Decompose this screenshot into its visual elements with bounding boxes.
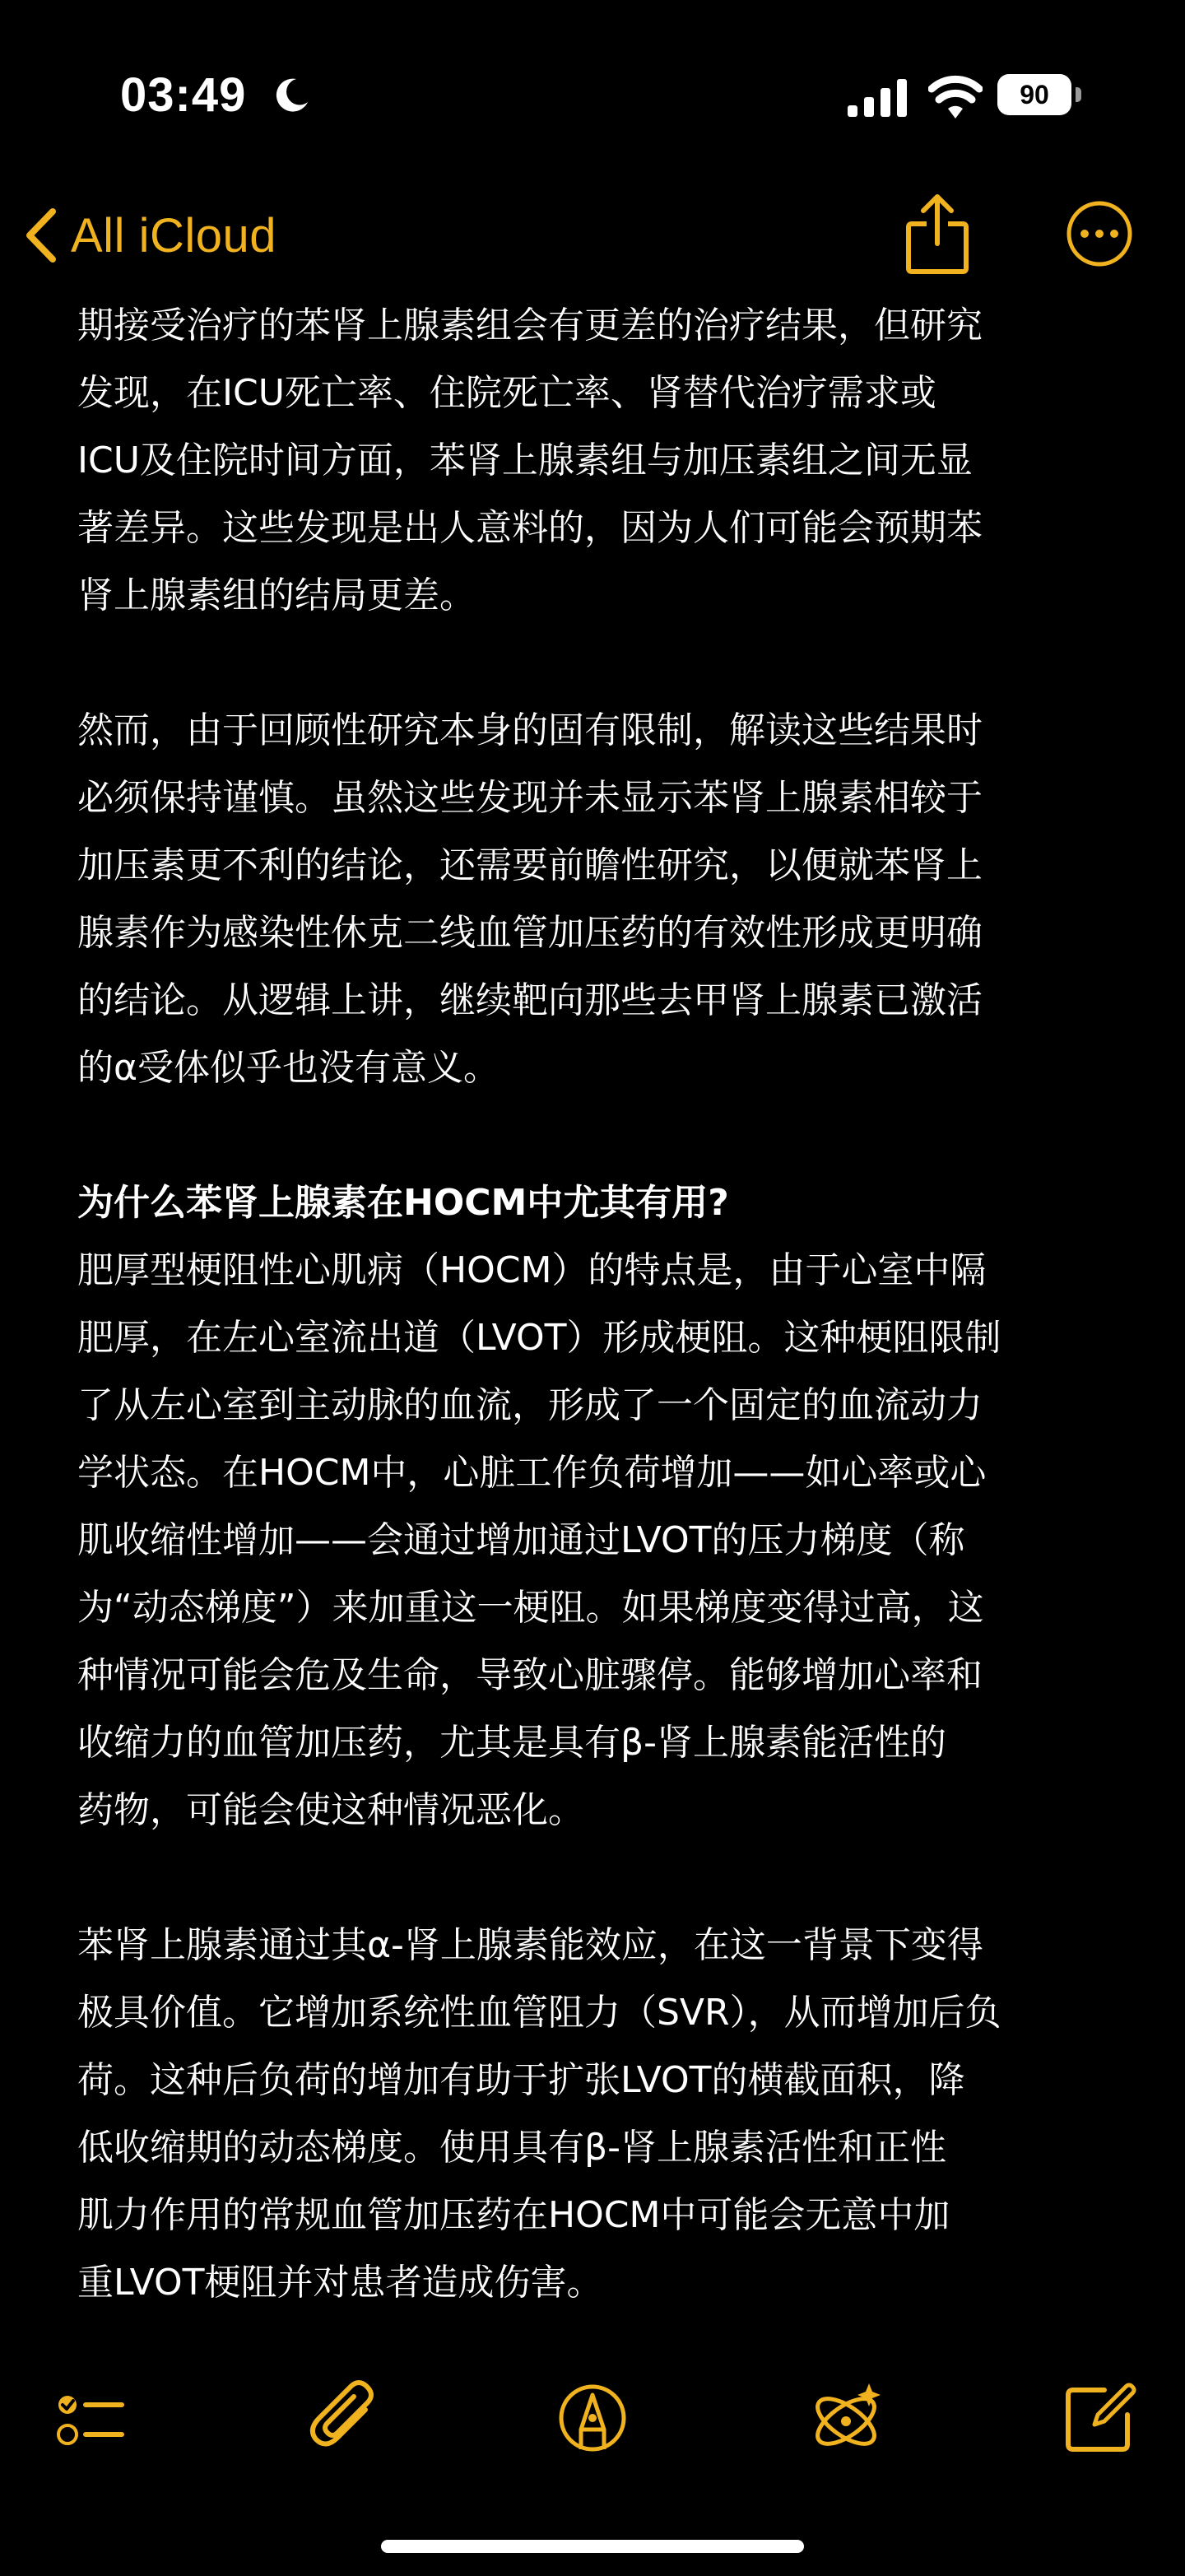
battery-level: 90 bbox=[997, 74, 1071, 115]
status-time: 03:49 bbox=[120, 68, 247, 122]
moon-icon bbox=[272, 76, 311, 115]
markup-pen-icon[interactable] bbox=[555, 2380, 630, 2456]
signal-icon bbox=[848, 79, 907, 117]
back-label: All iCloud bbox=[71, 208, 276, 263]
wifi-icon bbox=[928, 72, 983, 119]
chevron-left-icon bbox=[21, 205, 61, 266]
section-heading: 为什么苯肾上腺素在HOCM中尤其有用? bbox=[77, 1182, 729, 1224]
paragraph-3: 肥厚型梗阻性心肌病（HOCM）的特点是，由于心室中隔 肥厚，在左心室流出道（LVOT）形成梗阻。这种梗阻限制 了从左心室到主动脉的血流，形成了一个固定的血流动力 学状态。在HOCM中，心脏工作负荷增加——如心率或心 肌收缩性增加——会通过增加通过LVOT的压力梯度（称 为“动态梯度”）来加重这一梗阻。如果梯度变得过高，这 种情况可能会危及生命，导致心脏骤停。能够增加心率和 收缩力的血管加压药，尤其是具有β-肾上腺素能活性的 药物，可能会使这种情况恶化。 bbox=[77, 1249, 1001, 1831]
ai-sparkle-icon[interactable] bbox=[808, 2380, 884, 2456]
compose-icon[interactable] bbox=[1062, 2380, 1137, 2456]
share-icon[interactable] bbox=[904, 193, 971, 275]
paragraph-2: 然而，由于回顾性研究本身的固有限制，解读这些结果时 必须保持谨慎。虽然这些发现并未显示苯肾上腺素相较于 加压素更不利的结论，还需要前瞻性研究，以便就苯肾上 腺素作为感染性休克二线血管加压药的有效性形成更明确 的结论。从逻辑上讲，继续靶向那些去甲肾上腺素已激活 的α受体似乎也没有意义。 bbox=[77, 709, 983, 1089]
paperclip-icon[interactable] bbox=[308, 2380, 383, 2456]
checklist-icon[interactable] bbox=[49, 2380, 125, 2456]
status-bar bbox=[0, 0, 1185, 198]
paragraph-4: 苯肾上腺素通过其α-肾上腺素能效应，在这一背景下变得 极具价值。它增加系统性血管阻力（SVR），从而增加后负 荷。这种后负荷的增加有助于扩张LVOT的横截面积，降 低收缩期的动态梯度。使用具有β-肾上腺素活性和正性 肌力作用的常规血管加压药在HOCM中可能会无意中加 重LVOT梗阻并对患者造成伤害。 bbox=[77, 1924, 1001, 2304]
more-icon[interactable] bbox=[1065, 199, 1134, 268]
bottom-toolbar bbox=[0, 2370, 1185, 2461]
back-button[interactable] bbox=[21, 202, 276, 268]
battery-icon bbox=[997, 74, 1083, 115]
nav-bar bbox=[0, 189, 1185, 280]
home-indicator[interactable] bbox=[381, 2540, 804, 2553]
paragraph-1: 期接受治疗的苯肾上腺素组会有更差的治疗结果，但研究 发现，在ICU死亡率、住院死亡率、肾替代治疗需求或 ICU及住院时间方面，苯肾上腺素组与加压素组之间无显 著差异。这些发现是出人意料的，因为人们可能会预期苯 肾上腺素组的结局更差。 bbox=[77, 305, 983, 616]
note-body[interactable] bbox=[77, 292, 1114, 2317]
